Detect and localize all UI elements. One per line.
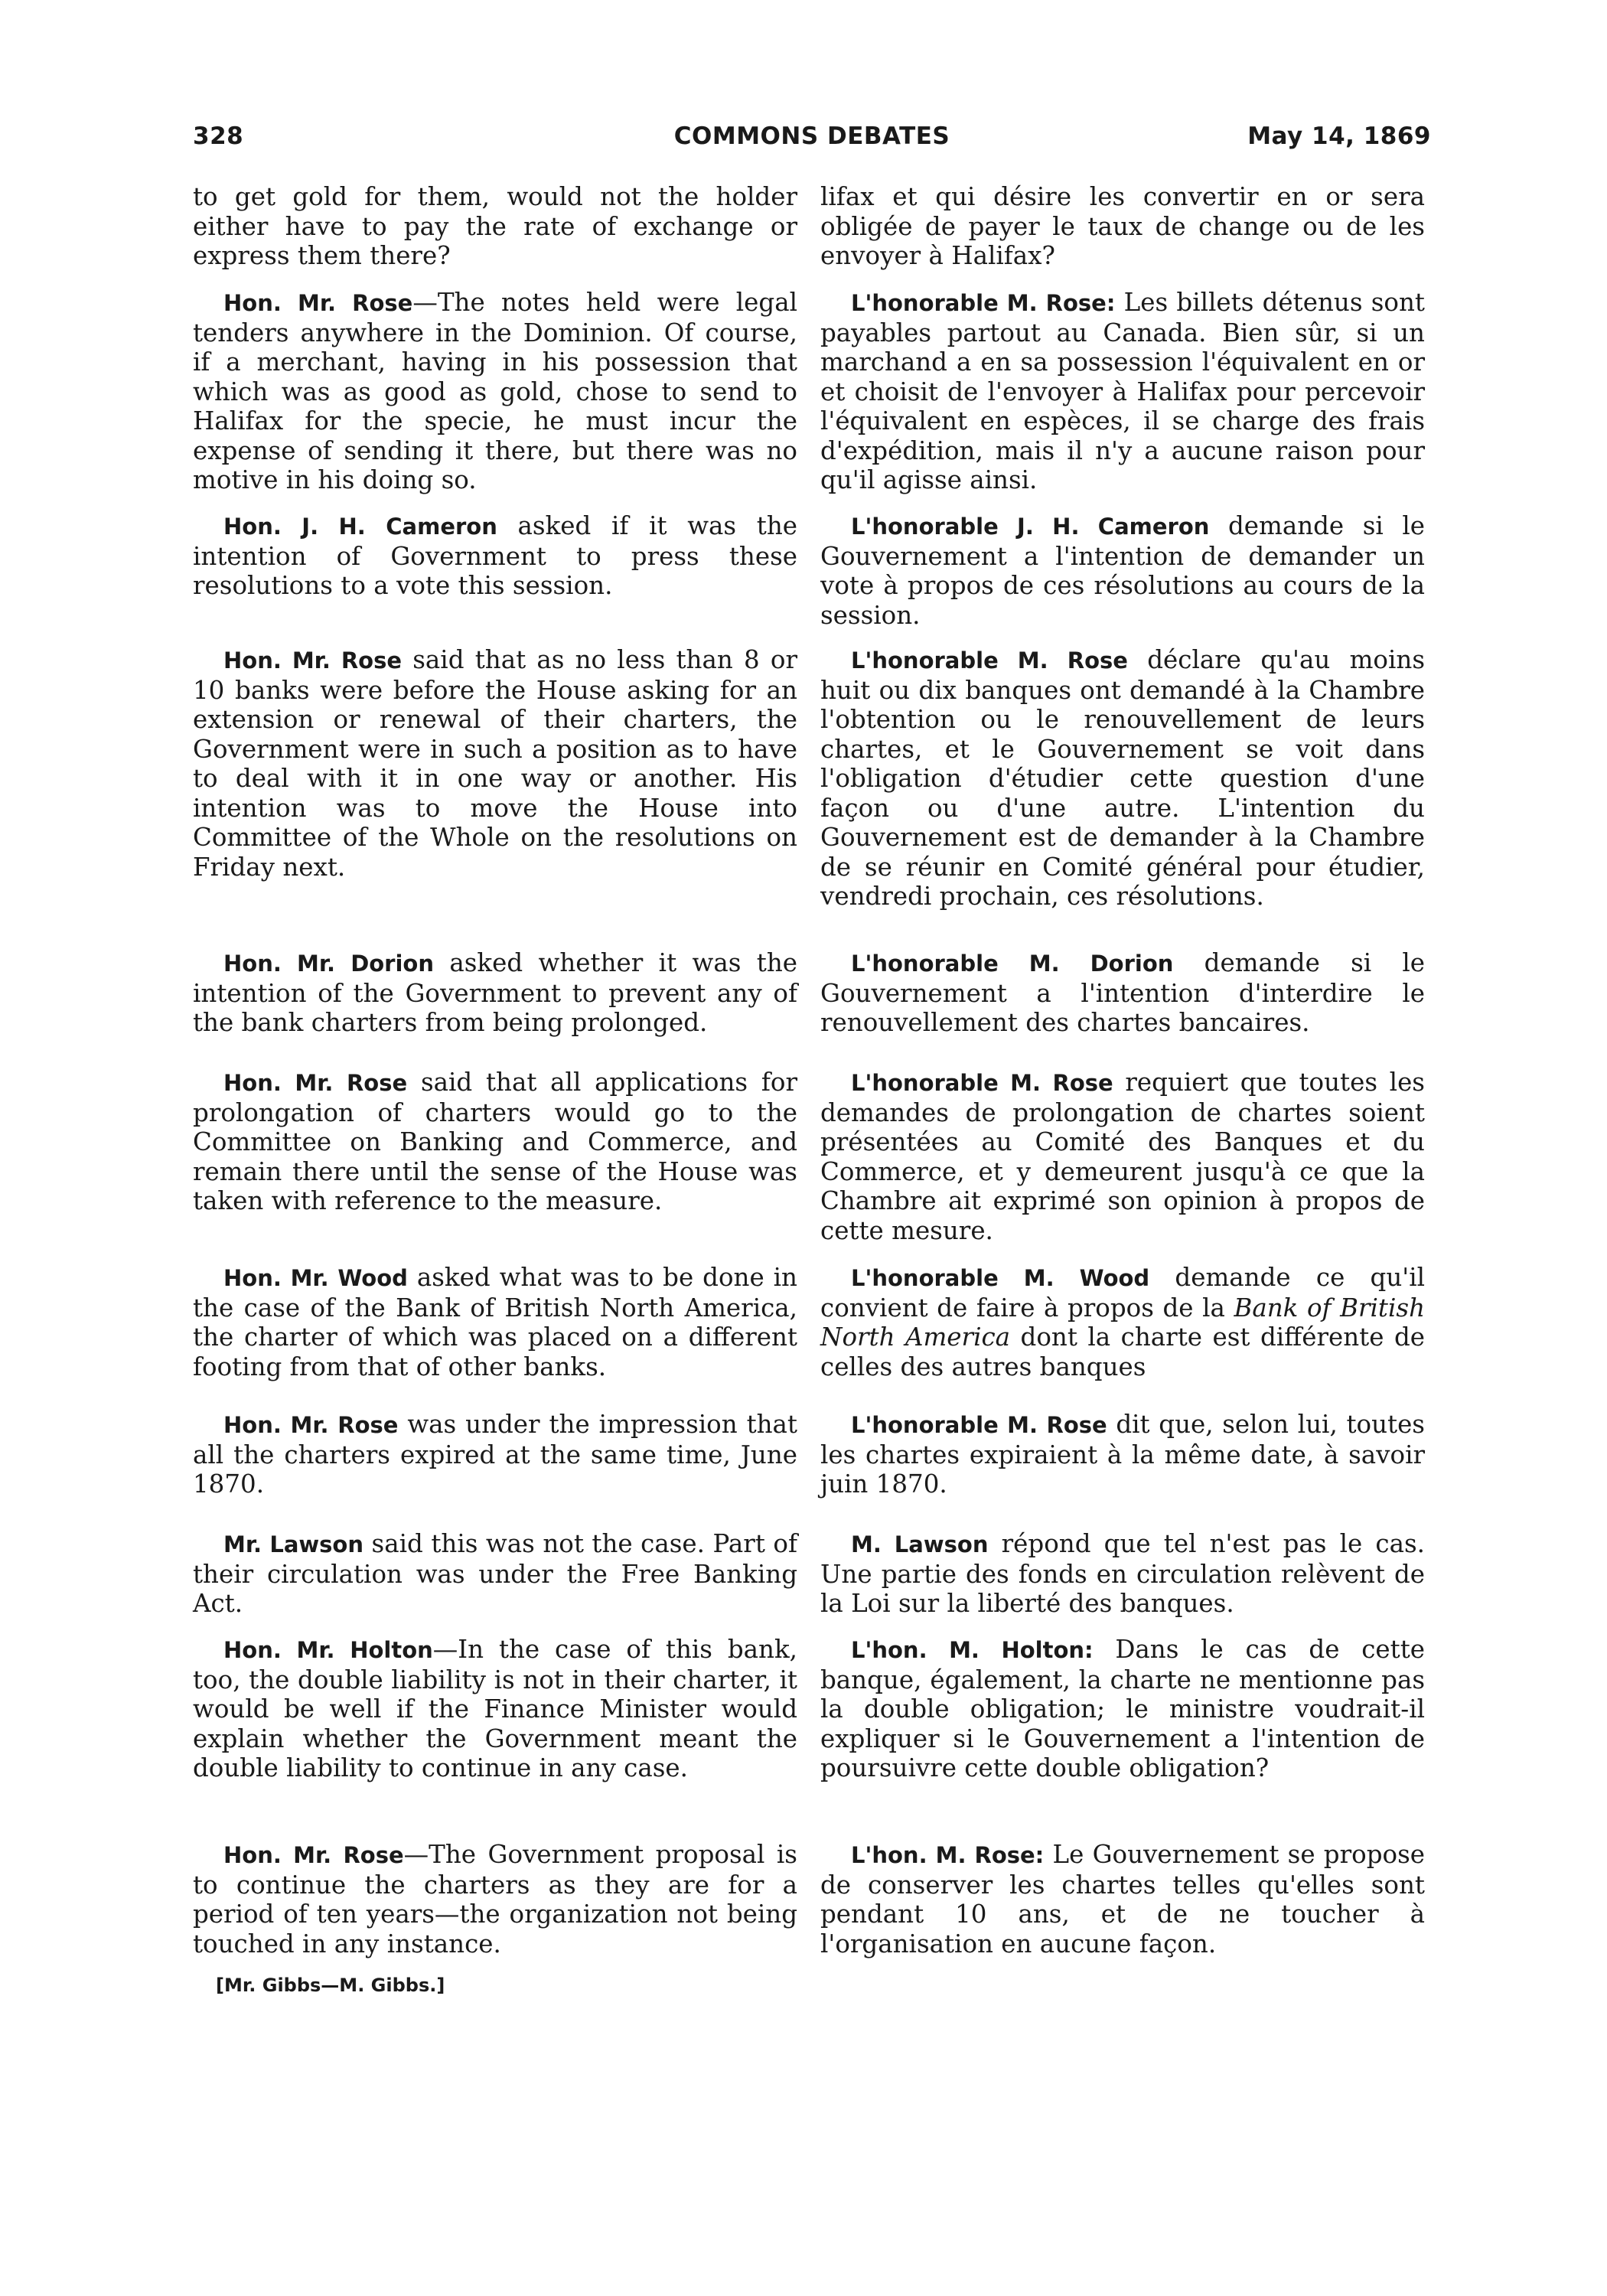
paragraph-en-4: Hon. Mr. Rose said that as no less than 8 or 10 banks were before the House asking for an extension or renewal of their charters, the Government were in such a position as to have to deal with it in one way or another. His intention was to move the House into Committee of the Whole on the resolutions on Friday next.	[193, 645, 797, 882]
publication-title: COMMONS DEBATES	[673, 122, 950, 150]
speaker-name: Hon. Mr. Rose	[223, 1842, 404, 1868]
speaker-name: Hon. Mr. Rose	[223, 290, 413, 316]
paragraph-fr-9: M. Lawson répond que tel n'est pas le cas. Une partie des fonds en circulation relèvent de la Loi sur la liberté des banques.	[820, 1529, 1425, 1618]
speaker-name: L'honorable M. Wood	[851, 1265, 1150, 1291]
speaker-name: L'honorable M. Rose	[851, 1412, 1107, 1438]
speaker-name: Mr. Lawson	[223, 1531, 364, 1557]
paragraph-en-10: Hon. Mr. Holton—In the case of this bank, too, the double liability is not in their charter, it would be well if the Finance Minister would explain whether the Government meant the double liability to continue in any case.	[193, 1635, 798, 1782]
paragraph-fr-1: lifax et qui désire les convertir en or sera obligée de payer le taux de change ou de les envoyer à Halifax?	[820, 182, 1425, 270]
paragraph-en-3: Hon. J. H. Cameron asked if it was the intention of Government to press these resolutions to a vote this session.	[193, 511, 797, 600]
paragraph-fr-4: L'honorable M. Rose déclare qu'au moins huit ou dix banques ont demandé à la Chambre l'obtention ou le renouvellement de leurs chartes, et le Gouvernement se voit dans l'obligation d'étudier cette question d'une façon ou d'une autre. L'intention du Gouvernement est de demander à la Chambre de se réunir en Comité général pour étudier, vendredi prochain, ces résolutions.	[820, 645, 1425, 911]
speaker-name: L'honorable M. Rose:	[851, 290, 1116, 316]
speaker-name: M. Lawson	[851, 1531, 989, 1557]
paragraph-fr-6: L'honorable M. Rose requiert que toutes les demandes de prolongation de chartes soient présentées au Comité des Banques et du Commerce, et y demeurent jusqu'à ce que la Chambre ait exprimé son opinion à propos de cette mesure.	[820, 1068, 1425, 1245]
sitting-date: May 14, 1869	[1247, 122, 1431, 150]
speaker-name: Hon. Mr. Rose	[223, 1412, 399, 1438]
speaker-name: Hon. Mr. Rose	[223, 1070, 408, 1096]
paragraph-en-6: Hon. Mr. Rose said that all applications for prolongation of charters would go to the Committee on Banking and Commerce, and remain there until the sense of the House was taken with reference to the measure.	[193, 1068, 797, 1215]
paragraph-fr-5: L'honorable M. Dorion demande si le Gouvernement a l'intention d'interdire le renouvellement des chartes bancaires.	[820, 948, 1425, 1037]
paragraph-fr-2: L'honorable M. Rose: Les billets détenus sont payables partout au Canada. Bien sûr, si un marchand a en sa possession l'équivalent en or et choisit de l'envoyer à Halifax pour percevoir l'équivalent en espèces, il se charge des frais d'expédition, mais il n'y a aucune raison pour qu'il agisse ainsi.	[820, 288, 1425, 494]
bank-name-italic: Bank of British North America	[820, 1293, 1425, 1352]
paragraph-fr-7: L'honorable M. Wood demande ce qu'il convient de faire à propos de la Bank of British North America dont la charte est différente de celles des autres banques	[820, 1263, 1425, 1381]
speaker-name: L'honorable M. Rose	[851, 647, 1128, 673]
paragraph-fr-3: L'honorable J. H. Cameron demande si le Gouvernement a l'intention de demander un vote à propos de ces résolutions au cours de la session.	[820, 511, 1425, 630]
speaker-name: L'honorable J. H. Cameron	[851, 514, 1210, 540]
speaker-name: Hon. Mr. Rose	[223, 647, 403, 673]
speaker-name: Hon. J. H. Cameron	[223, 514, 497, 540]
paragraph-en-7: Hon. Mr. Wood asked what was to be done in the case of the Bank of British North America, the charter of which was placed on a different footing from that of other banks.	[193, 1263, 797, 1381]
speaker-name: L'honorable M. Rose	[851, 1070, 1113, 1096]
paragraph-en-5: Hon. Mr. Dorion asked whether it was the intention of the Government to prevent any of the bank charters from being prolonged.	[193, 948, 797, 1037]
speaker-name: Hon. Mr. Dorion	[223, 951, 434, 977]
speaker-name: Hon. Mr. Holton	[223, 1637, 433, 1663]
speaker-name: L'honorable M. Dorion	[851, 951, 1174, 977]
paragraph-en-9: Mr. Lawson said this was not the case. Part of their circulation was under the Free Banking Act.	[193, 1529, 798, 1618]
paragraph-fr-11: L'hon. M. Rose: Le Gouvernement se propose de conserver les chartes telles qu'elles sont pendant 10 ans, et de ne toucher à l'organisation en aucune façon.	[820, 1840, 1425, 1958]
speaker-name: L'hon. M. Holton:	[851, 1637, 1094, 1663]
paragraph-en-8: Hon. Mr. Rose was under the impression that all the charters expired at the same time, June 1870.	[193, 1410, 797, 1499]
page-number: 328	[193, 122, 244, 150]
page-footer-note: [Mr. Gibbs—M. Gibbs.]	[216, 1975, 445, 1996]
speaker-name: Hon. Mr. Wood	[223, 1265, 408, 1291]
paragraph-fr-10: L'hon. M. Holton: Dans le cas de cette banque, également, la charte ne mentionne pas la double obligation; le ministre voudrait-il expliquer si le Gouvernement a l'intention de poursuivre cette double obligation?	[820, 1635, 1425, 1782]
paragraph-en-11: Hon. Mr. Rose—The Government proposal is to continue the charters as they are for a period of ten years—the organization not being touched in any instance.	[193, 1840, 797, 1958]
paragraph-fr-8: L'honorable M. Rose dit que, selon lui, toutes les chartes expiraient à la même date, à savoir juin 1870.	[820, 1410, 1425, 1499]
speaker-name: L'hon. M. Rose:	[851, 1842, 1045, 1868]
paragraph-en-2: Hon. Mr. Rose—The notes held were legal tenders anywhere in the Dominion. Of course, if a merchant, having in his possession that which was as good as gold, chose to send to Halifax for the specie, he must incur the expense of sending it there, but there was no motive in his doing so.	[193, 288, 797, 494]
page-header	[193, 122, 1431, 161]
paragraph-en-1: to get gold for them, would not the holder either have to pay the rate of exchange or express them there?	[193, 182, 797, 270]
